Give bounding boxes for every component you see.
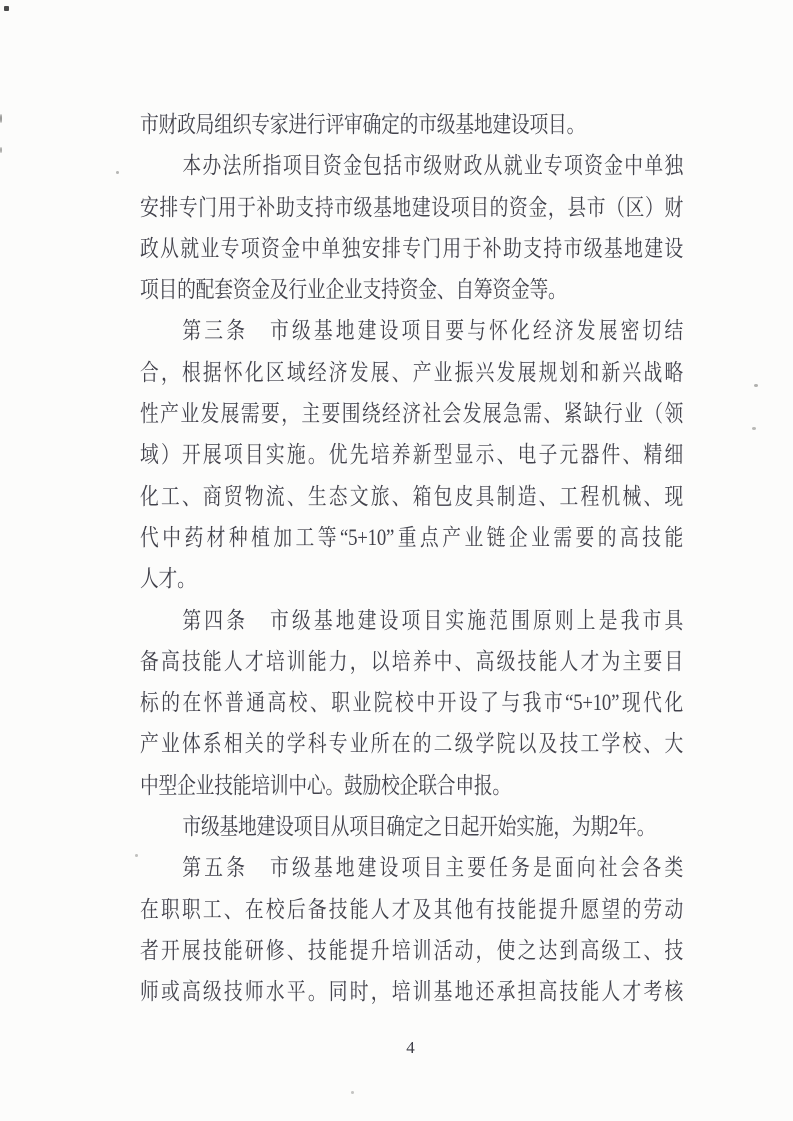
text-line: 政从就业专项资金中单独安排专门用于补助支持市级基地建设	[140, 235, 683, 261]
text-line: 标的在怀普通高校、职业院校中开设了与我市“5+10”现代化	[140, 690, 683, 716]
text-line: 市财政局组织专家进行评审确定的市级基地建设项目。	[140, 112, 586, 137]
scan-speck	[135, 854, 138, 857]
text-line: 安排专门用于补助支持市级基地建设项目的资金，县市（区）财	[140, 194, 683, 220]
text-line: 者开展技能研修、技能提升培训活动，使之达到高级工、技	[140, 937, 683, 963]
scan-speck	[754, 384, 758, 387]
text-line: 产业体系相关的学科专业所在的二级学院以及技工学校、大	[140, 731, 683, 757]
text-line-article-4: 第四条 市级基地建设项目实施范围原则上是我市具	[182, 607, 683, 633]
text-line: 在职职工、在校后备技能人才及其他有技能提升愿望的劳动	[140, 896, 683, 922]
scan-speck	[116, 171, 119, 174]
text-line: 师或高级技师水平。同时，培训基地还承担高技能人才考核	[140, 979, 683, 1005]
text-line: 中型企业技能培训中心。鼓励校企联合申报。	[140, 772, 511, 798]
scan-speck	[752, 427, 756, 430]
scan-speck	[0, 114, 2, 123]
scan-speck	[351, 1091, 354, 1094]
text-line: 代中药材种植加工等“5+10”重点产业链企业需要的高技能	[140, 524, 683, 550]
text-line: 域）开展项目实施。优先培养新型显示、电子元器件、精细	[140, 442, 683, 468]
text-line-article-5: 第五条 市级基地建设项目主要任务是面向社会各类	[182, 855, 683, 881]
text-line: 人才。	[140, 566, 196, 592]
document-body-text	[140, 104, 683, 1013]
text-line: 备高技能人才培训能力，以培养中、高级技能人才为主要目	[140, 648, 683, 674]
text-line-article-3: 第三条 市级基地建设项目要与怀化经济发展密切结	[182, 318, 683, 344]
text-line: 化工、商贸物流、生态文旅、箱包皮具制造、工程机械、现	[140, 483, 683, 509]
page-number: 4	[406, 1038, 415, 1057]
text-line: 市级基地建设项目从项目确定之日起开始实施，为期2年。	[182, 814, 656, 840]
scan-speck	[4, 6, 9, 11]
text-line: 性产业发展需要，主要围绕经济社会发展急需、紧缺行业（领	[140, 401, 683, 427]
text-line: 合，根据怀化区域经济发展、产业振兴发展规划和新兴战略	[140, 359, 683, 385]
text-line: 项目的配套资金及行业企业支持资金、自筹资金等。	[140, 277, 567, 303]
text-line: 本办法所指项目资金包括市级财政从就业专项资金中单独	[182, 153, 683, 179]
scan-speck	[0, 147, 2, 153]
